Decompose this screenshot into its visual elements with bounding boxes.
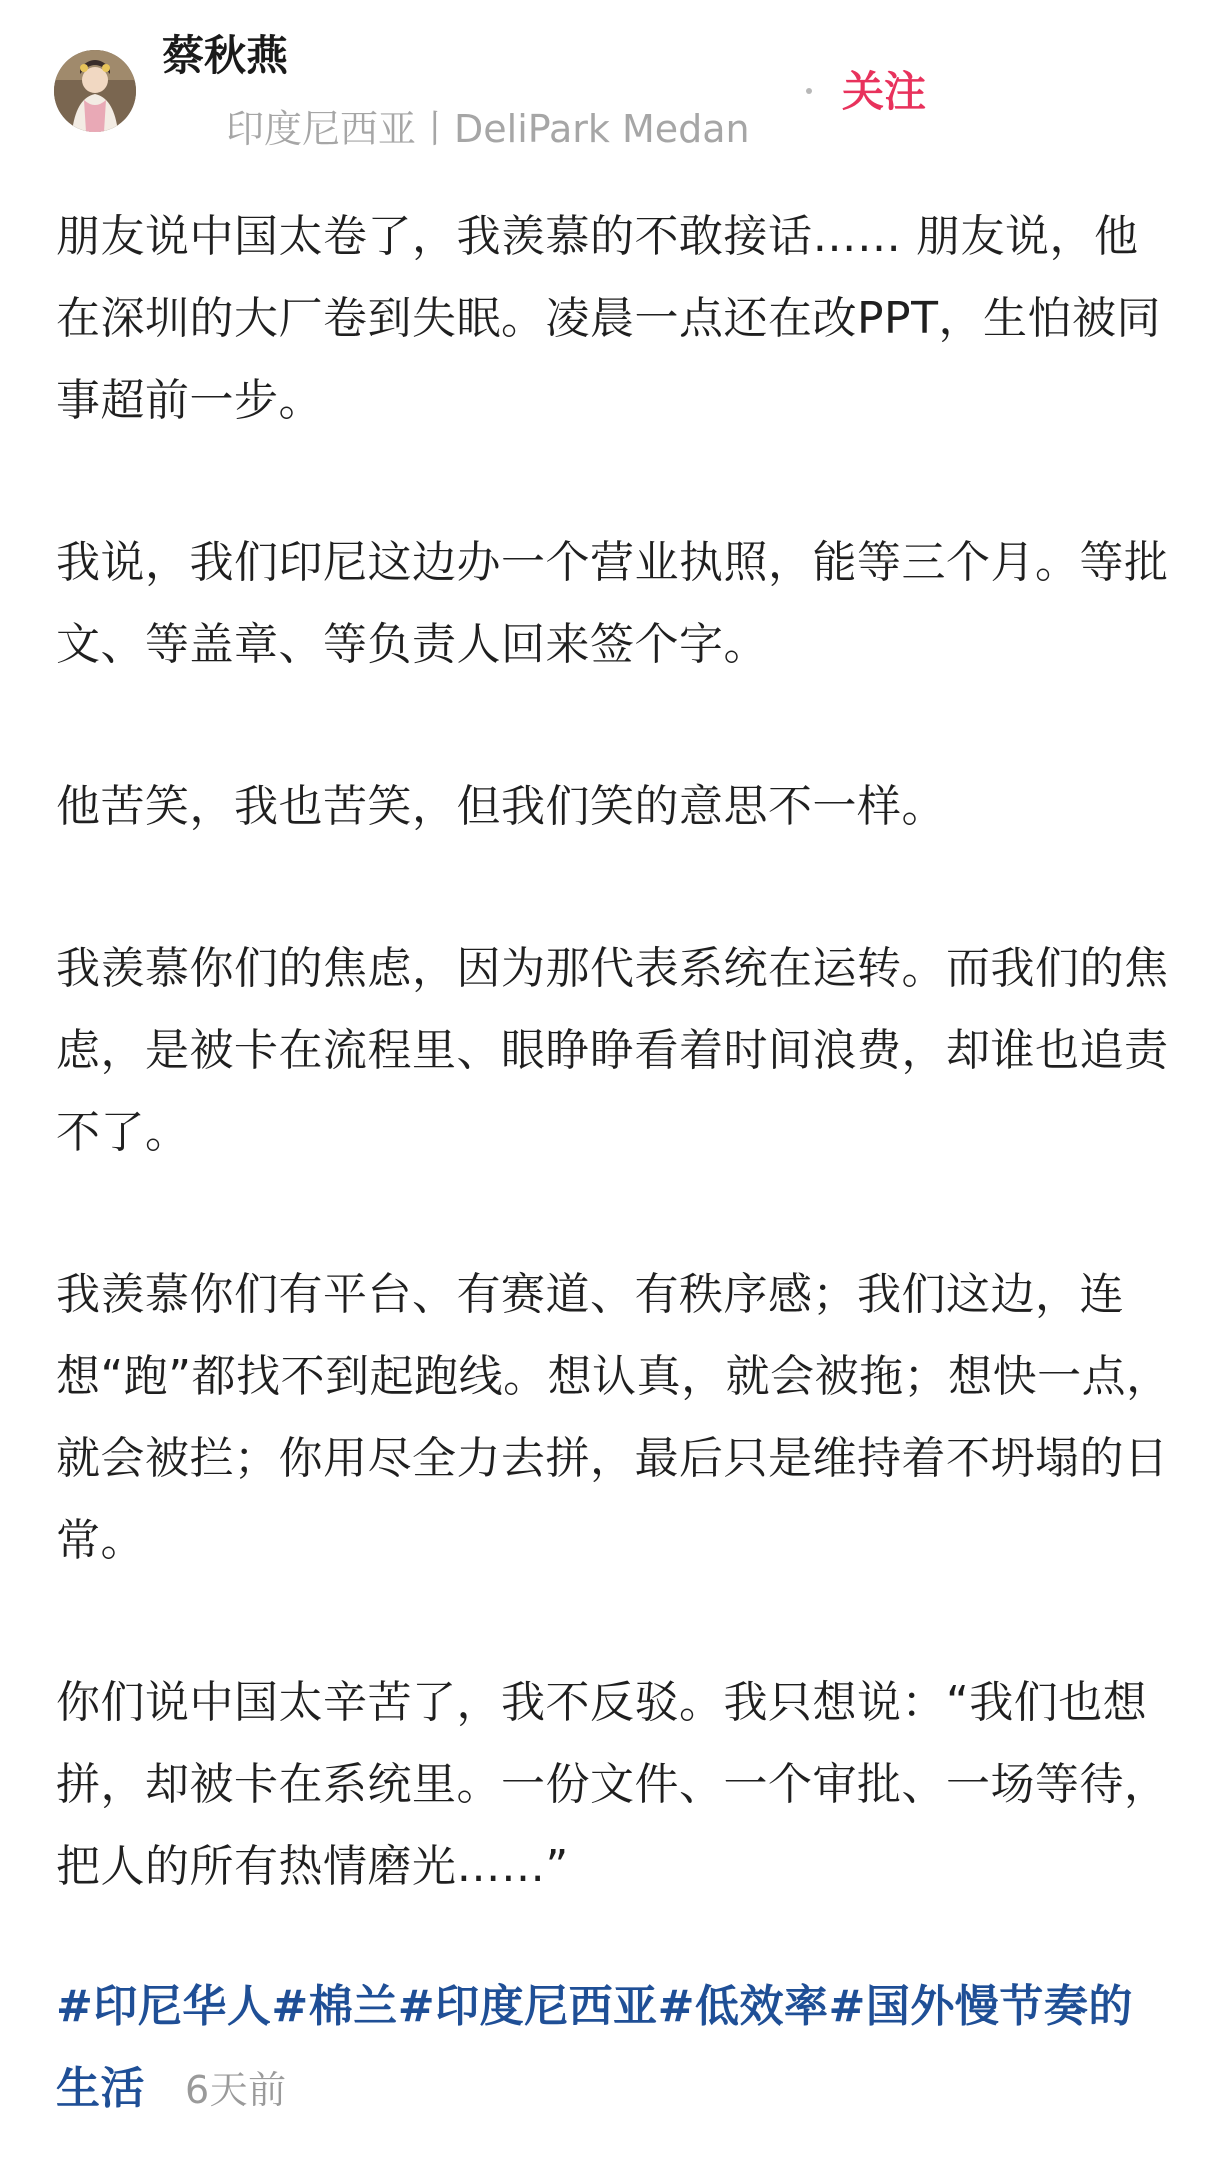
post-paragraph: 我说，我们印尼这边办一个营业执照，能等三个月。等批文、等盖章、等负责人回来签个字。 [56,537,1169,670]
post-paragraph: 我羡慕你们有平台、有赛道、有秩序感；我们这边，连想“跑”都找不到起跑线。想认真，就会被拖；想快一点，就会被拦；你用尽全力去拼，最后只是维持着不坍塌的日常。 [56,1269,1171,1566]
location-label: 印度尼西亚丨DeliPark Medan [226,107,750,151]
post-timestamp: 6天前 [185,2068,287,2112]
separator-dot [806,88,812,94]
post-body [56,196,1176,2131]
post-paragraph: 他苦笑，我也苦笑，但我们笑的意思不一样。 [56,781,946,832]
avatar[interactable] [54,50,136,132]
follow-button[interactable]: 关注 [842,67,927,116]
post-paragraph: 朋友说中国太卷了，我羡慕的不敢接话…… 朋友说，他在深圳的大厂卷到失眠。凌晨一点还在改PPT，生怕被同事超前一步。 [56,211,1161,426]
avatar-image [54,50,136,132]
post-paragraph: 我羡慕你们的焦虑，因为那代表系统在运转。而我们的焦虑，是被卡在流程里、眼睁睁看着时间浪费，却谁也追责不了。 [56,943,1169,1158]
hashtag-link[interactable]: #低效率 [657,1981,829,2032]
author-name[interactable]: 蔡秋燕 [162,31,289,80]
post-paragraph: 你们说中国太辛苦了，我不反驳。我只想说：“我们也想拼，却被卡在系统里。一份文件、一个审批、一场等待，把人的所有热情磨光……” [56,1677,1169,1892]
post-header [0,0,1224,160]
hashtag-row [56,1966,1176,2131]
hashtag-link[interactable]: #国外慢节奏的生活 [56,1981,1133,2114]
hashtag-link[interactable]: #印度尼西亚 [397,1981,658,2032]
hashtag-link[interactable]: #印尼华人 [56,1981,272,2032]
hashtag-link[interactable]: #棉兰 [271,1981,398,2032]
